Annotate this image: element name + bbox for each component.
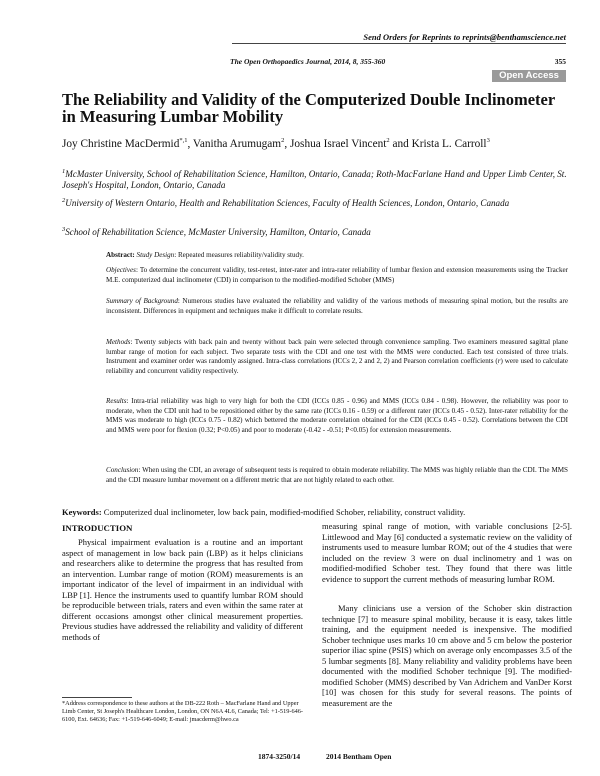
abstract-symbol: r: [497, 357, 501, 366]
affiliation: [62, 224, 572, 238]
page-number: 355: [554, 57, 566, 66]
abstract-text: ) were used to calculate reliability and concurrent validity respectively.: [106, 357, 568, 375]
author-name: Krista L. Carroll: [411, 137, 487, 150]
author-name: Joy Christine MacDermid: [62, 137, 180, 150]
footnote-rule: [62, 697, 132, 698]
abstract-study-design: Abstract: Study Design: Repeated measures reliability/validity study.: [106, 251, 304, 259]
author-sup: 2: [281, 137, 285, 144]
abstract-text: To determine the concurrent validity, test-retest, inter-rater and intra-rater reliability of lumbar flexion and extension measurements using the Tracker M.E. computerized dual inclinometer (CDI) in comparison to the modified-modified Schober (MMS): [106, 266, 568, 284]
correspondence-footnote: *Address correspondence to these authors at the DB-222 Roth – MacFarlane Hand and Upper Limb Center, St Joseph's Healthcare London, London, ON N6A 4L6, Canada; Tel: +1-519-646-6100, Ext. 64636; Fax: +1-519-646-6049; E-mail: jmacderm@hwo.ca: [62, 700, 304, 723]
abstract-conclusion: Conclusion: When using the CDI, an average of subsequent tests is required to obtain moderate reliability. The MMS was highly reliable than the CDI. The MMS and the CDI measure lumbar movement on a different metric that are not highly related to each other.: [106, 466, 568, 484]
abstract-text: Twenty subjects with back pain and twenty without back pain were selected through convenience sampling. Two examiners measured sagittal plane lumbar range of motion for each subject. Two separate tests with the CDI and one test with the MMS were conducted. Each test consisted of three trials. Instrument and examiner order was randomly assigned. Intra-class correlations (ICCs 2, 2 and 2, 2) and Pearson correlation coefficients (: [106, 338, 568, 366]
affiliation: [62, 166, 572, 191]
abstract-text: Intra-trial reliability was high to very high for both the CDI (ICCs 0.85 - 0.96) and MMS (ICCs 0.84 - 0.98). However, the reliability was poor to moderate, when the CDI unit had to be repositioned either by the same rate (ICCs 0.16 - 0.59) or a different rater (ICCs 0.45 - 0.52). Inter-rater reliability for the MMS was moderate to high (ICCs 0.75 - 0.82) which bettered the moderate correlation obtained for the CDI (ICCs 0.45 - 0.52). Correlations between the CDI and MMS were poor for flexion (0.32; P<0.05) and poor to moderate (-0.42 - -0.51; P<0.05) for extension measurements.: [106, 397, 568, 434]
author-sup: 2: [386, 137, 390, 144]
author-list: Joy Christine MacDermid$^{*,1}$, Vanitha Arumugam$^2$, Joshua Israel Vincent$^2$ and Krista L. Carroll$^3$: [62, 137, 490, 150]
abstract-section-label: Summary of Background: [106, 297, 178, 305]
abstract-results: Results: Intra-trial reliability was high to very high for both the CDI (ICCs 0.85 - 0.96) and MMS (ICCs 0.84 - 0.98). However, the reliability was poor to moderate, when the CDI unit had to be repositioned either by the same rate (ICCs 0.16 - 0.59) or a different rater (ICCs 0.45 - 0.52). Inter-rater reliability for the MMS was moderate to high (ICCs 0.75 - 0.82) which bettered the moderate correlation obtained for the CDI (ICCs 0.45 - 0.52). Correlations between the CDI and MMS were poor for flexion (0.32; P<0.05) and poor to moderate (-0.42 - -0.51; P<0.05) for extension measurements.: [106, 397, 568, 434]
reprint-notice: Send Orders for Reprints to reprints@benthamscience.net: [363, 32, 566, 42]
journal-citation: The Open Orthopaedics Journal, 2014, 8, 355-360: [230, 57, 386, 66]
abstract-objectives: Objectives: To determine the concurrent validity, test-retest, inter-rater and intra-rater reliability of lumbar flexion and extension measurements using the Tracker M.E. computerized dual inclinometer (CDI) in comparison to the modified-modified Schober (MMS): [106, 266, 568, 284]
abstract-section-label: Methods: [106, 338, 131, 346]
intro-paragraph: Physical impairment evaluation is a routine and an important aspect of management in low back pain (LBP) as it helps clinicians and researchers alike to determine the progress that has resulted from an intervention. Lumbar range of motion (ROM) measurements is an important indicator of the level of impairment in an individual with LBP [1]. Hence the instruments used to quantify lumbar ROM should be reproducible between trials, raters and even within the same rater at different occasions amongst other clinical measurement properties. Previous studies have addressed the reliability and validity of different methods of: [62, 537, 303, 642]
abstract-text: Repeated measures reliability/validity study.: [177, 251, 304, 259]
abstract-text: Numerous studies have evaluated the reliability and validity of the various methods of measuring spinal motion, but the results are inconsistent. Differences in equipment and techniques make it difficult to correlate results.: [106, 297, 568, 315]
publisher-copyright: 2014 Bentham Open: [326, 752, 392, 761]
affiliation-text: School of Rehabilitation Science, McMaster University, Hamilton, Ontario, Canada: [65, 227, 371, 238]
affiliation-text: University of Western Ontario, Health and Rehabilitation Sciences, Faculty of Health Sciences, London, Ontario, Canada: [65, 198, 510, 209]
abstract-label: Abstract:: [106, 251, 135, 259]
open-access-badge: Open Access: [492, 70, 566, 82]
intro-paragraph: Many clinicians use a version of the Schober skin distraction technique [7] to measure spinal mobility, because it is easy, takes little training, and the equipment needed is inexpensive. The modified Schober technique uses marks 10 cm above and 5 cm below the posterior superior iliac spine (PSIS) which on average only encompasses 3.5 of the 5 lumbar segments [8]. Many reliability and validity problems have been documented with the modified Schober technique [9]. The modified-modified Schober (MMS) described by Van Adrichem and VanDer Korst [10] was chosen for this study for several reasons. The points of measurement are the: [322, 603, 572, 708]
keywords-text: Computerized dual inclinometer, low back pain, modified-modified Schober, reliability, construct validity.: [103, 507, 466, 517]
abstract-methods: Methods: Twenty subjects with back pain and twenty without back pain were selected through convenience sampling. Two examiners measured sagittal plane lumbar range of motion for each subject. Two separate tests with the CDI and one test with the MMS were conducted. Each test consisted of three trials. Instrument and examiner order was randomly assigned. Intra-class correlations (ICCs 2, 2 and 2, 2) and Pearson correlation coefficients (r) were used to calculate reliability and concurrent validity respectively.: [106, 338, 568, 375]
article-title: The Reliability and Validity of the Computerized Double Inclinometer in Measuring Lumbar Mobility: [62, 90, 555, 126]
affiliation: [62, 195, 572, 209]
intro-paragraph: measuring spinal range of motion, with variable conclusions [2-5]. Littlewood and May [6] conducted a systematic review on the validity of instruments used to measure lumbar ROM; out of the 4 studies that were included on the review 3 were on dual inclinometry and 1 was on modified-modified Schober test. They found that there was little evidence to support the current methods of measuring lumbar ROM.: [322, 521, 572, 584]
affiliation-number: 3: [62, 226, 66, 233]
affiliation-number: 2: [62, 197, 66, 204]
issn: 1874-3250/14: [258, 752, 301, 761]
abstract-background: Summary of Background: Numerous studies have evaluated the reliability and validity of the various methods of measuring spinal motion, but the results are inconsistent. Differences in equipment and techniques make it difficult to correlate results.: [106, 297, 568, 315]
author-name: Joshua Israel Vincent: [290, 137, 387, 150]
abstract-section-label: Results: [106, 397, 127, 405]
abstract-section-label: Conclusion: [106, 466, 139, 474]
author-name: Vanitha Arumugam: [192, 137, 282, 150]
affiliation-text: McMaster University, School of Rehabilitation Science, Hamilton, Ontario, Canada; Roth-MacFarlane Hand and Upper Limb Center, St. Joseph's Hospital, London, Ontario, Canada: [62, 169, 567, 191]
abstract-section-label: Objectives: [106, 266, 136, 274]
abstract-text: When using the CDI, an average of subsequent tests is required to obtain moderate reliability. The MMS was highly reliable than the CDI. The MMS and the CDI measure lumbar movement on a different metric that are not highly related to each other.: [106, 466, 568, 484]
affiliation-number: 1: [62, 168, 66, 175]
header-rule: [232, 43, 566, 44]
keywords-label: Keywords:: [62, 507, 102, 517]
section-heading: INTRODUCTION: [62, 523, 133, 533]
keywords: [62, 507, 572, 517]
abstract-section-label: Study Design: [136, 251, 175, 259]
author-sup: *,1: [179, 137, 188, 144]
author-sup: 3: [486, 137, 490, 144]
